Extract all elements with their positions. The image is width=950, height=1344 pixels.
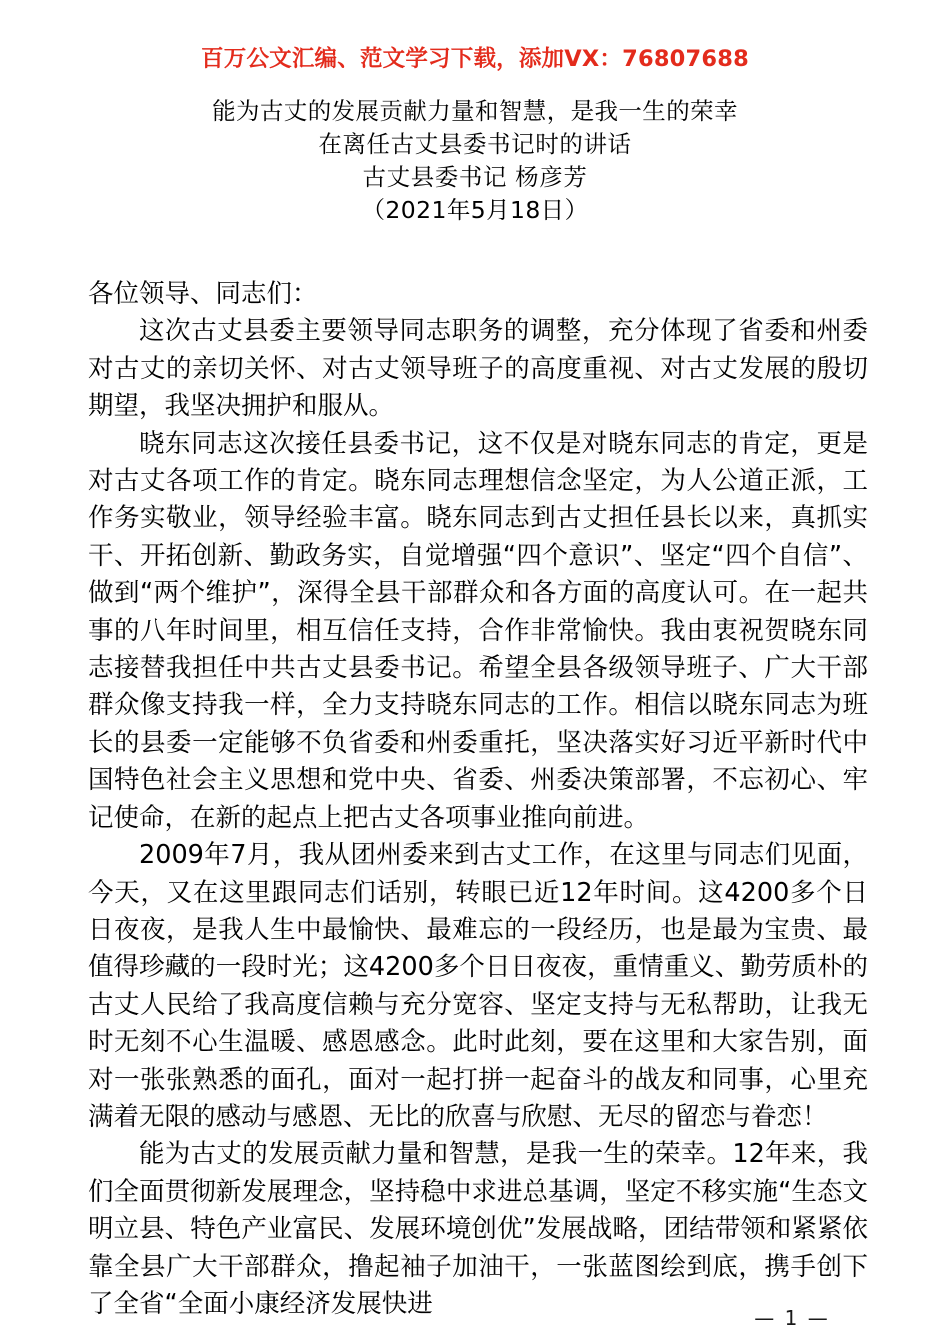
promo-banner-text: 百万公文汇编、范文学习下载，添加VX：76807688: [201, 46, 749, 72]
document-title-block: [0, 95, 950, 227]
body-paragraph: 能为古丈的发展贡献力量和智慧，是我一生的荣幸。12年来，我们全面贯彻新发展理念，坚持稳中求进总基调，坚定不移实施“生态文明立县、特色产业富民、发展环境创优”发展战略，团结带领和紧紧依靠全县广大干部群众，撸起袖子加油干，一张蓝图绘到底，携手创下了全省“全面小康经济发展快进: [88, 1139, 868, 1319]
document-author: 古丈县委书记 杨彦芳: [362, 163, 588, 191]
page-number: — 1 —: [754, 1306, 830, 1330]
salutation-line: 各位领导、同志们：: [88, 279, 318, 309]
page-footer: [0, 1306, 950, 1330]
document-body: [88, 276, 868, 1323]
body-paragraph: 2009年7月，我从团州委来到古丈工作，在这里与同志们见面，今天，又在这里跟同志们话别，转眼已近12年时间。这4200多个日日夜夜，是我人生中最愉快、最难忘的一段经历，也是最为宝贵、最值得珍藏的一段时光；这4200多个日日夜夜，重情重义、勤劳质朴的古丈人民给了我高度信赖与充分宽容、坚定支持与无私帮助，让我无时无刻不心生温暖、感恩感念。此时此刻，要在这里和大家告别，面对一张张熟悉的面孔，面对一起打拼一起奋斗的战友和同事，心里充满着无限的感动与感恩、无比的欣喜与欣慰、无尽的留恋与眷恋！: [88, 840, 868, 1132]
document-title: 能为古丈的发展贡献力量和智慧，是我一生的荣幸: [212, 97, 738, 125]
body-paragraph: 晓东同志这次接任县委书记，这不仅是对晓东同志的肯定，更是对古丈各项工作的肯定。晓东同志理想信念坚定，为人公道正派，工作务实敬业，领导经验丰富。晓东同志到古丈担任县长以来，真抓实干、开拓创新、勤政务实，自觉增强“四个意识”、坚定“四个自信”、做到“两个维护”，深得全县干部群众和各方面的高度认可。在一起共事的八年时间里，相互信任支持，合作非常愉快。我由衷祝贺晓东同志接替我担任中共古丈县委书记。希望全县各级领导班子、广大干部群众像支持我一样，全力支持晓东同志的工作。相信以晓东同志为班长的县委一定能够不负省委和州委重托，坚决落实好习近平新时代中国特色社会主义思想和党中央、省委、州委决策部署，不忘初心、牢记使命，在新的起点上把古丈各项事业推向前进。: [88, 428, 868, 833]
body-paragraph: 这次古丈县委主要领导同志职务的调整，充分体现了省委和州委对古丈的亲切关怀、对古丈领导班子的高度重视、对古丈发展的殷切期望，我坚决拥护和服从。: [88, 316, 868, 422]
document-date: （2021年5月18日）: [361, 196, 589, 224]
document-subtitle: 在离任古丈县委书记时的讲话: [318, 130, 632, 158]
